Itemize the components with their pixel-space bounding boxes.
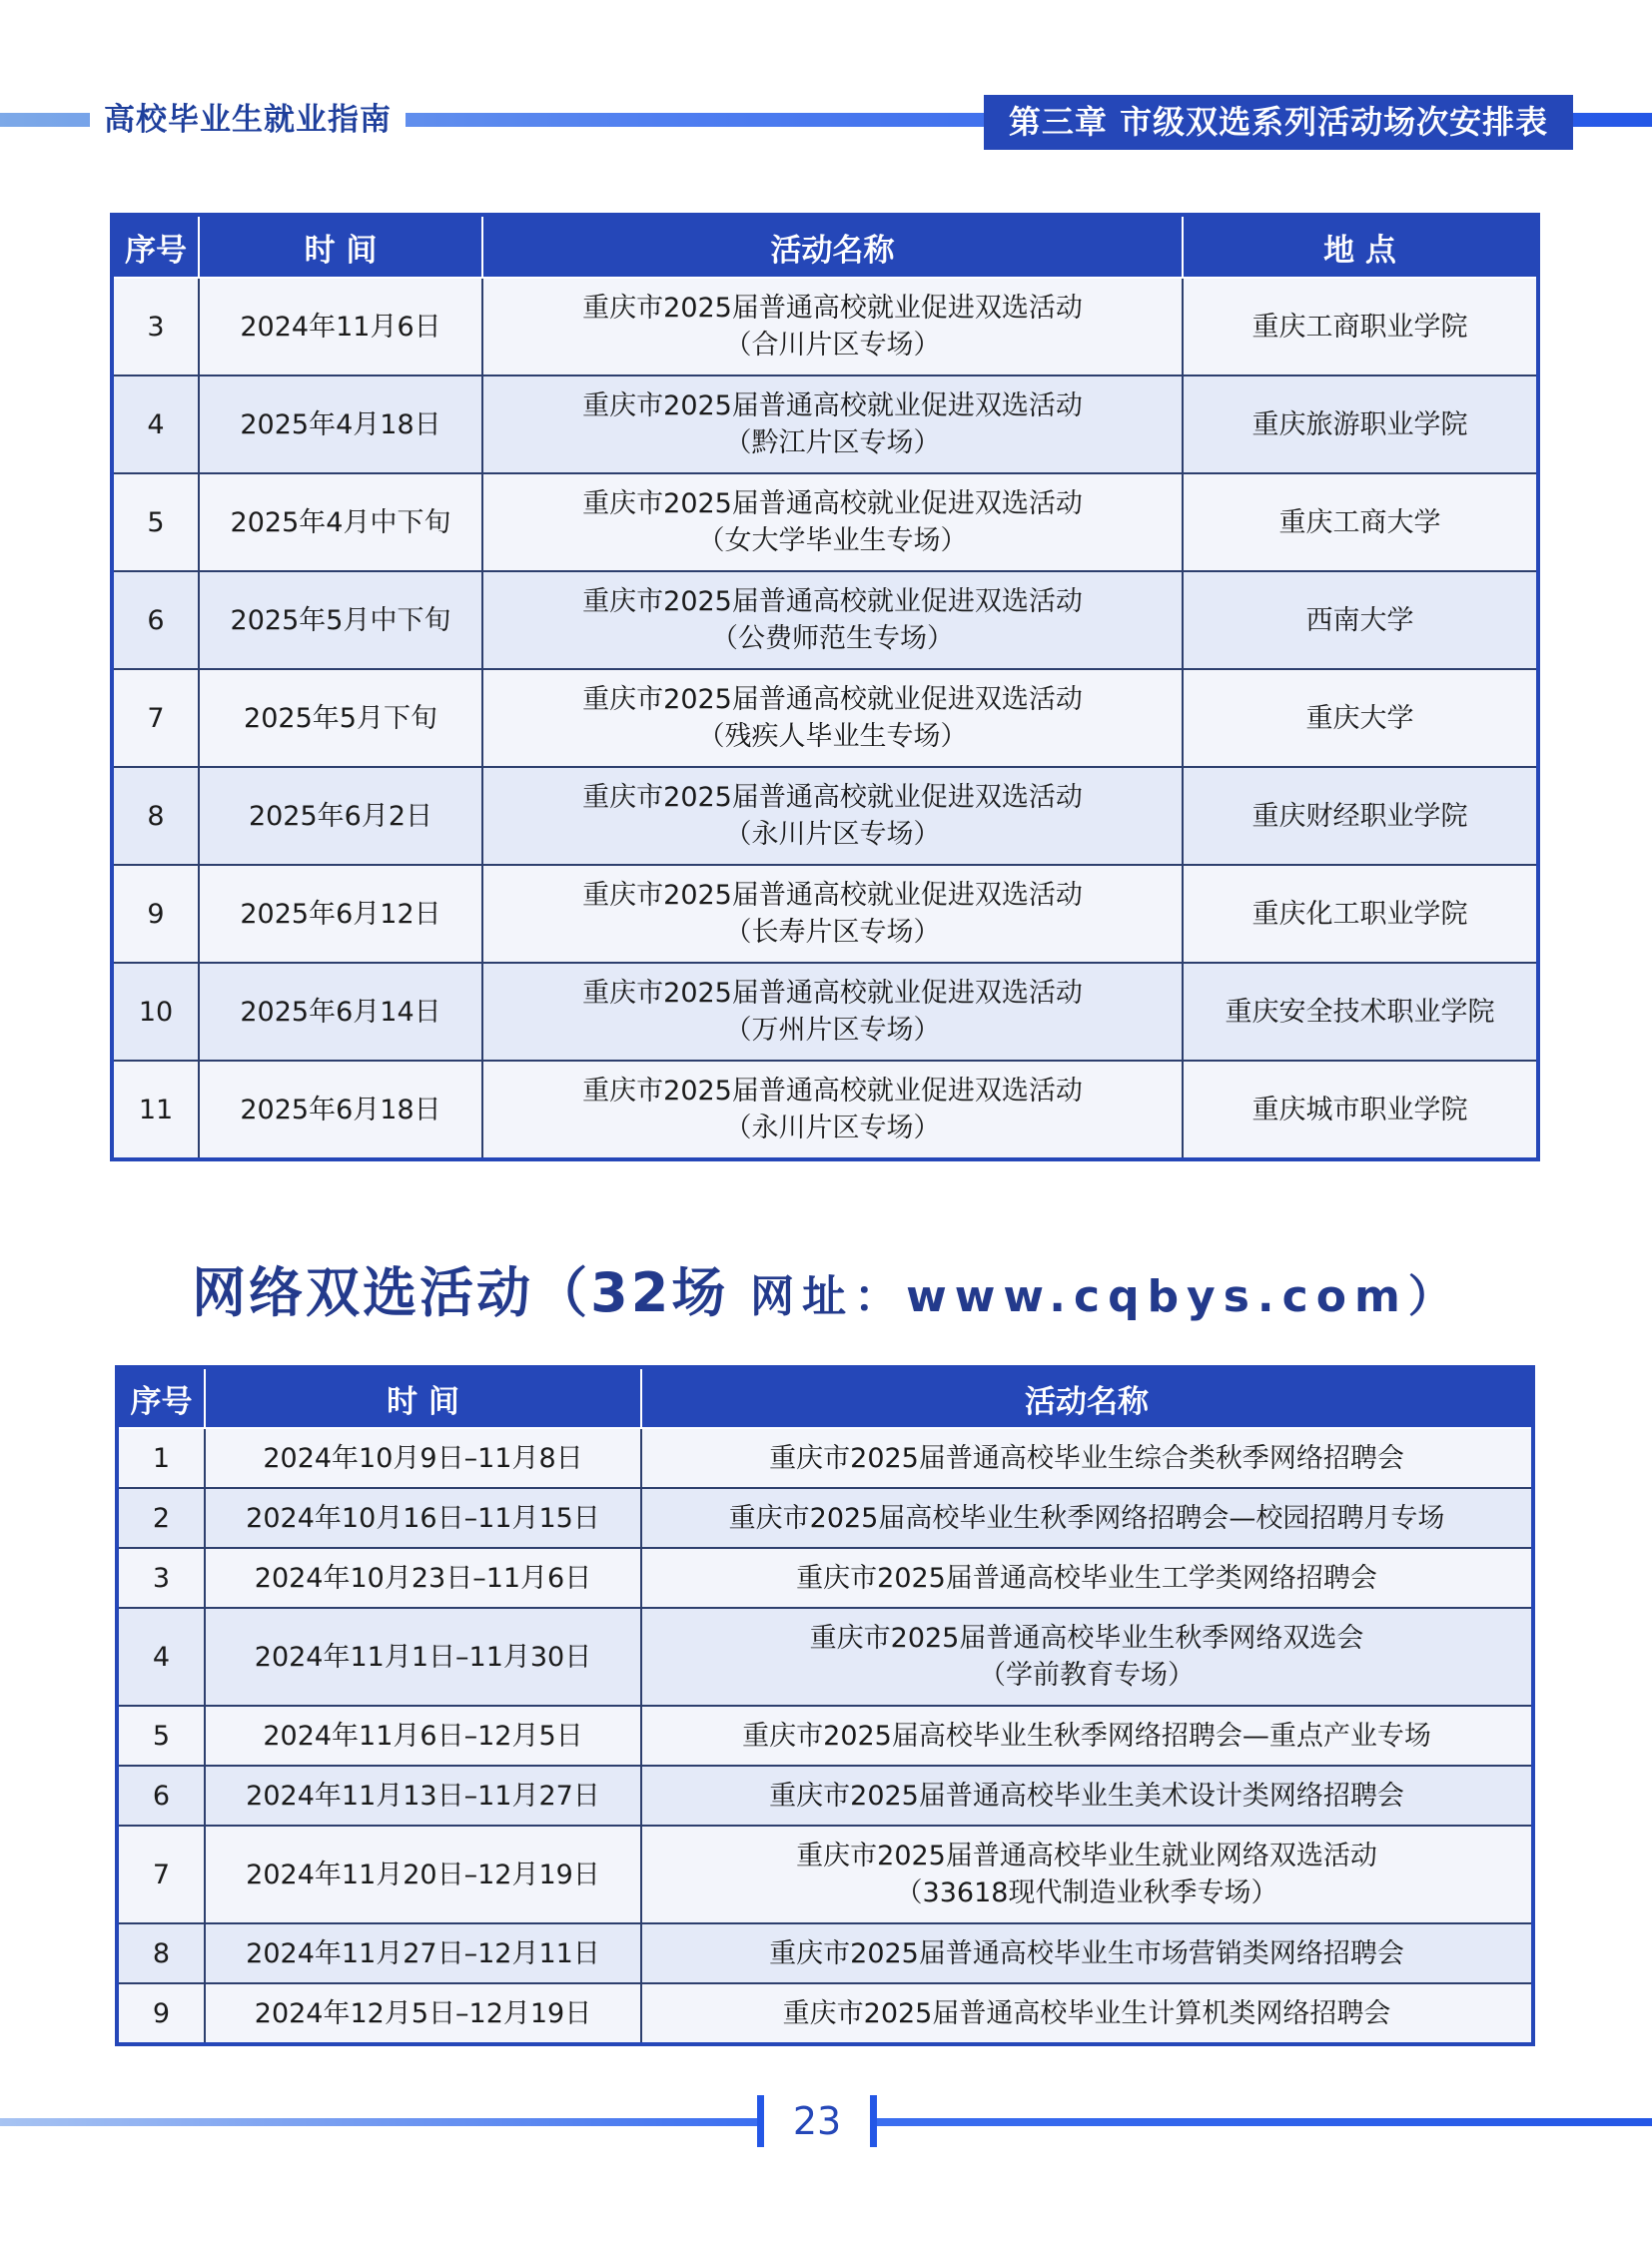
table-row (112, 571, 1538, 669)
footer-bracket-right (870, 2095, 877, 2147)
row-name-line2: （33618现代制造业秋季专场） (895, 1877, 1278, 1908)
row-name-line2: （永川片区专场） (724, 1113, 941, 1143)
table-row (112, 865, 1538, 963)
row-name-line1: 重庆市2025届普通高校就业促进双选活动 (582, 782, 1083, 813)
row-name: 重庆市2025届普通高校毕业生市场营销类网络招聘会 (641, 1923, 1533, 1983)
row-place: 重庆旅游职业学院 (1183, 375, 1538, 473)
row-place: 重庆城市职业学院 (1183, 1061, 1538, 1159)
row-place: 重庆化工职业学院 (1183, 865, 1538, 963)
row-time: 2025年6月14日 (199, 963, 482, 1061)
row-time: 2025年6月2日 (199, 767, 482, 865)
row-no: 2 (117, 1488, 205, 1548)
row-place: 重庆大学 (1183, 669, 1538, 767)
row-name (482, 963, 1183, 1061)
row-name-line2: （合川片区专场） (724, 330, 941, 361)
row-time: 2025年5月中下旬 (199, 571, 482, 669)
row-time: 2024年11月27日–12月11日 (205, 1923, 641, 1983)
row-name-line2: （万州片区专场） (724, 1015, 941, 1046)
row-name (482, 865, 1183, 963)
table-row (117, 1706, 1533, 1766)
row-no: 7 (117, 1826, 205, 1923)
col-header-time: 时 间 (205, 1367, 641, 1428)
row-no: 9 (112, 865, 199, 963)
row-name: 重庆市2025届普通高校毕业生美术设计类网络招聘会 (641, 1766, 1533, 1826)
row-time: 2025年4月18日 (199, 375, 482, 473)
row-name (482, 571, 1183, 669)
row-name (641, 1608, 1533, 1706)
table-row (112, 375, 1538, 473)
row-time: 2024年11月13日–11月27日 (205, 1766, 641, 1826)
row-no: 3 (117, 1548, 205, 1608)
table-row (117, 1428, 1533, 1488)
row-name (482, 473, 1183, 571)
row-name: 重庆市2025届普通高校毕业生计算机类网络招聘会 (641, 1983, 1533, 2044)
row-no: 4 (117, 1608, 205, 1706)
row-name-line2: （残疾人毕业生专场） (697, 721, 968, 752)
row-name (482, 669, 1183, 767)
row-place: 西南大学 (1183, 571, 1538, 669)
row-name (641, 1826, 1533, 1923)
row-time: 2024年11月6日 (199, 278, 482, 375)
row-name (482, 278, 1183, 375)
row-time: 2024年11月6日–12月5日 (205, 1706, 641, 1766)
row-no: 10 (112, 963, 199, 1061)
row-no: 8 (112, 767, 199, 865)
table-row (117, 1923, 1533, 1983)
table-row (112, 767, 1538, 865)
row-name-line1: 重庆市2025届普通高校就业促进双选活动 (582, 1076, 1083, 1107)
row-time: 2024年11月20日–12月19日 (205, 1826, 641, 1923)
table-row (112, 473, 1538, 571)
col-header-no: 序号 (117, 1367, 205, 1428)
row-no: 7 (112, 669, 199, 767)
row-place: 重庆财经职业学院 (1183, 767, 1538, 865)
col-header-no: 序号 (112, 215, 199, 278)
row-name-line2: （长寿片区专场） (724, 917, 941, 948)
row-name-line1: 重庆市2025届普通高校毕业生秋季网络双选会 (809, 1623, 1364, 1654)
table-row (117, 1983, 1533, 2044)
table-row (112, 669, 1538, 767)
online-title-url: 网址：www.cqbys.com） (750, 1271, 1460, 1322)
col-header-name: 活动名称 (641, 1367, 1533, 1428)
row-name-line1: 重庆市2025届普通高校就业促进双选活动 (582, 293, 1083, 324)
row-no: 5 (117, 1706, 205, 1766)
row-name: 重庆市2025届高校毕业生秋季网络招聘会—重点产业专场 (641, 1706, 1533, 1766)
footer-rule-left (0, 2118, 757, 2126)
row-name-line1: 重庆市2025届普通高校就业促进双选活动 (582, 488, 1083, 519)
row-no: 11 (112, 1061, 199, 1159)
row-name (482, 1061, 1183, 1159)
row-no: 6 (112, 571, 199, 669)
page-number: 23 (792, 2099, 842, 2143)
online-section-title (0, 1250, 1652, 1327)
row-time: 2024年10月9日–11月8日 (205, 1428, 641, 1488)
row-no: 9 (117, 1983, 205, 2044)
row-name-line1: 重庆市2025届普通高校就业促进双选活动 (582, 684, 1083, 715)
row-no: 4 (112, 375, 199, 473)
online-fair-table (115, 1365, 1535, 2046)
row-name-line2: （黔江片区专场） (724, 427, 941, 458)
table-row (117, 1608, 1533, 1706)
row-time: 2024年10月23日–11月6日 (205, 1548, 641, 1608)
row-place: 重庆安全技术职业学院 (1183, 963, 1538, 1061)
table-row (112, 963, 1538, 1061)
row-name-line2: （永川片区专场） (724, 819, 941, 850)
row-name (482, 375, 1183, 473)
table-header-row (117, 1367, 1533, 1428)
row-time: 2024年12月5日–12月19日 (205, 1983, 641, 2044)
row-no: 8 (117, 1923, 205, 1983)
row-name: 重庆市2025届高校毕业生秋季网络招聘会—校园招聘月专场 (641, 1488, 1533, 1548)
row-name (482, 767, 1183, 865)
table-row (112, 1061, 1538, 1159)
row-name-line2: （公费师范生专场） (711, 623, 954, 654)
row-name-line1: 重庆市2025届普通高校就业促进双选活动 (582, 978, 1083, 1009)
chapter-title: 第三章 市级双选系列活动场次安排表 (984, 95, 1573, 150)
table-row (117, 1488, 1533, 1548)
table-row (112, 278, 1538, 375)
table-row (117, 1766, 1533, 1826)
row-name: 重庆市2025届普通高校毕业生综合类秋季网络招聘会 (641, 1428, 1533, 1488)
book-title: 高校毕业生就业指南 (90, 95, 406, 145)
col-header-time: 时 间 (199, 215, 482, 278)
row-name-line2: （女大学毕业生专场） (697, 525, 968, 556)
row-time: 2025年4月中下旬 (199, 473, 482, 571)
row-place: 重庆工商大学 (1183, 473, 1538, 571)
footer-rule-right (877, 2118, 1652, 2126)
row-name-line1: 重庆市2025届普通高校就业促进双选活动 (582, 586, 1083, 617)
row-name-line2: （学前教育专场） (979, 1660, 1195, 1691)
table-row (117, 1548, 1533, 1608)
row-no: 5 (112, 473, 199, 571)
row-no: 6 (117, 1766, 205, 1826)
table-row (117, 1826, 1533, 1923)
row-place: 重庆工商职业学院 (1183, 278, 1538, 375)
row-time: 2025年6月18日 (199, 1061, 482, 1159)
online-title-main: 网络双选活动（32场 (192, 1261, 729, 1324)
row-name: 重庆市2025届普通高校毕业生工学类网络招聘会 (641, 1548, 1533, 1608)
row-time: 2025年5月下旬 (199, 669, 482, 767)
row-name-line1: 重庆市2025届普通高校就业促进双选活动 (582, 880, 1083, 911)
table-header-row (112, 215, 1538, 278)
col-header-place: 地 点 (1183, 215, 1538, 278)
row-time: 2024年11月1日–11月30日 (205, 1608, 641, 1706)
row-name-line1: 重庆市2025届普通高校毕业生就业网络双选活动 (796, 1841, 1377, 1871)
row-time: 2025年6月12日 (199, 865, 482, 963)
row-name-line1: 重庆市2025届普通高校就业促进双选活动 (582, 390, 1083, 421)
col-header-name: 活动名称 (482, 215, 1183, 278)
row-no: 1 (117, 1428, 205, 1488)
row-time: 2024年10月16日–11月15日 (205, 1488, 641, 1548)
fair-schedule-table (110, 213, 1540, 1161)
row-no: 3 (112, 278, 199, 375)
footer-bracket-left (757, 2095, 764, 2147)
